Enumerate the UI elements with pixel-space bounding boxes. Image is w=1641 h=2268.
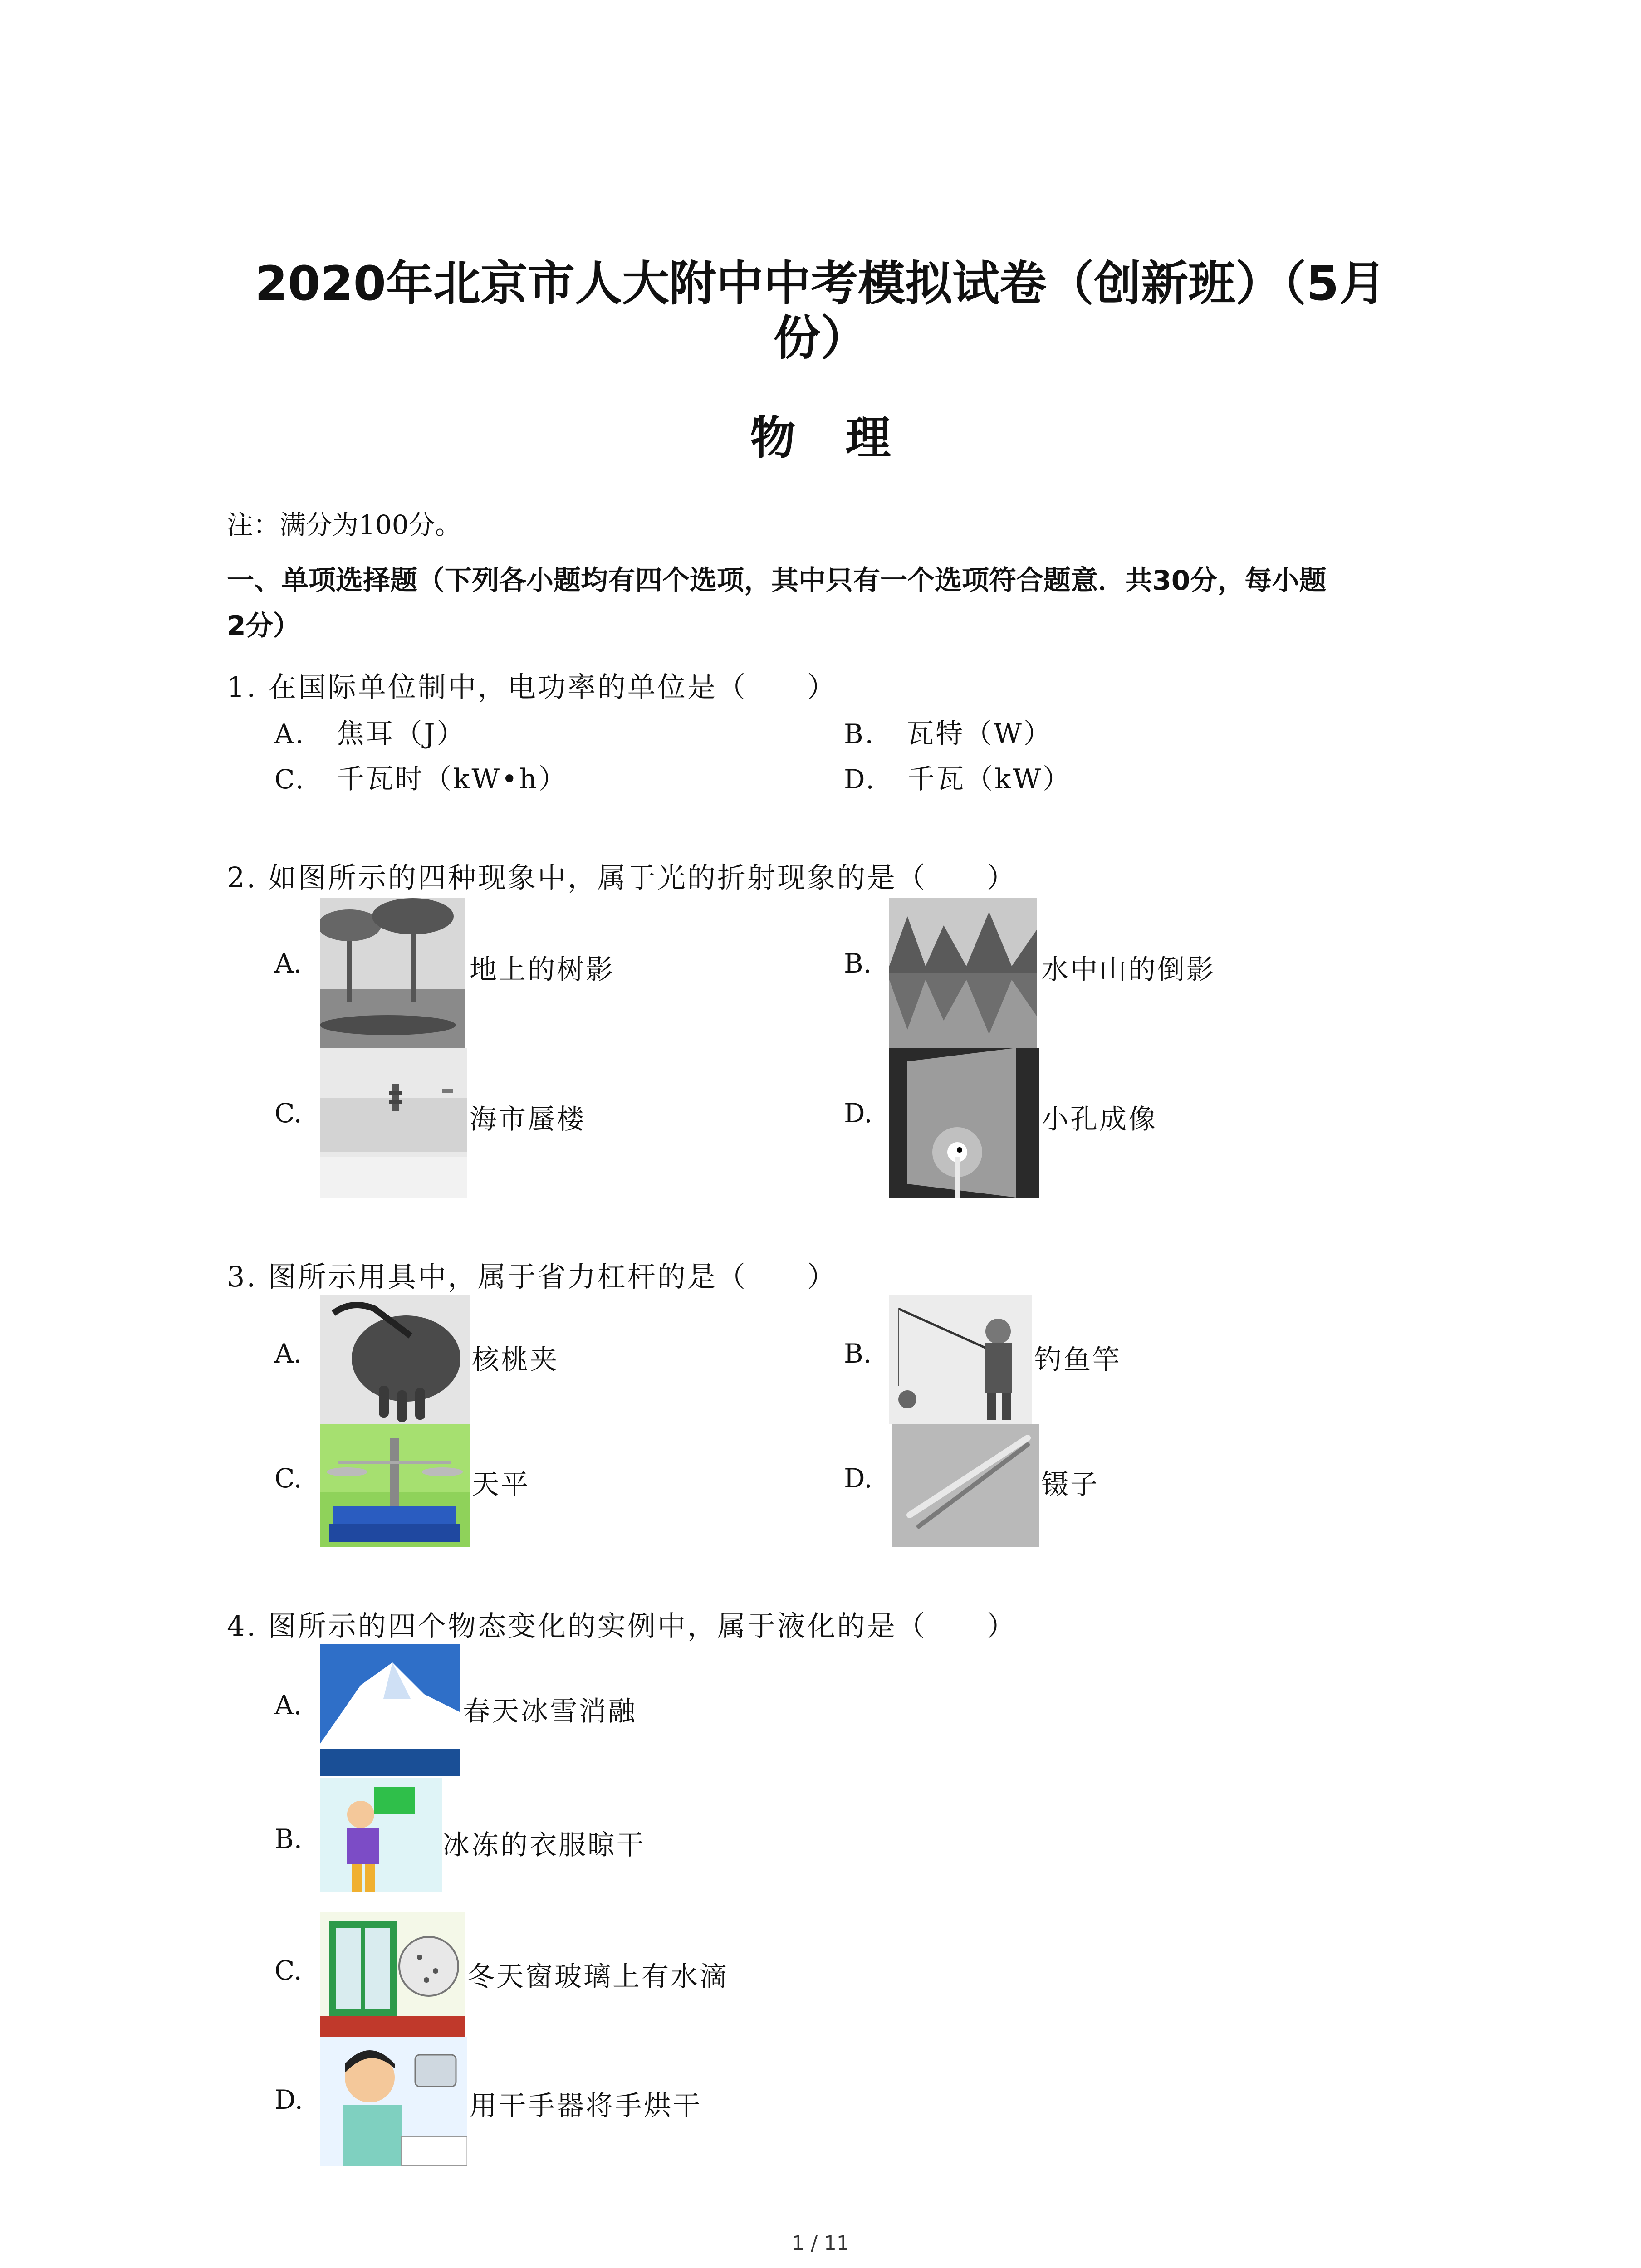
- q3-option-a-text: 核桃夹: [472, 1344, 559, 1376]
- section-heading-line1: 一、单项选择题（下列各小题均有四个选项，其中只有一个选项符合题意．共30分，每小题: [227, 565, 1327, 596]
- q1-option-a-text: 焦耳（J）: [337, 718, 466, 750]
- q4-option-d-letter: D.: [274, 2084, 303, 2115]
- q3-option-d-text: 镊子: [1041, 1469, 1099, 1501]
- q4-option-c-text: 冬天窗玻璃上有水滴: [467, 1961, 729, 1993]
- question-2-stem: 2. 如图所示的四种现象中，属于光的折射现象的是（ ）: [227, 861, 1017, 894]
- question-1-stem: 1. 在国际单位制中，电功率的单位是（ ）: [227, 670, 837, 704]
- mirage-image: [320, 1048, 467, 1198]
- hand-dryer-image: [320, 2037, 467, 2166]
- q4-option-c-letter: C.: [274, 1955, 302, 1986]
- q3-option-d-letter: D.: [844, 1463, 872, 1494]
- q4-option-b-text: 冰冻的衣服晾干: [442, 1829, 646, 1861]
- q3-option-c-text: 天平: [472, 1469, 530, 1501]
- q1-option-b: [844, 712, 1053, 751]
- q3-option-b-letter: B.: [844, 1338, 872, 1369]
- nutcracker-image: [320, 1295, 470, 1424]
- q2-option-d-letter: D.: [844, 1098, 872, 1129]
- subject-heading: 物理: [750, 411, 941, 464]
- fishing-rod-image: [889, 1295, 1032, 1424]
- q1-option-a-letter: A.: [274, 719, 306, 749]
- q1-option-d-letter: D.: [844, 764, 876, 795]
- tweezers-image: [892, 1424, 1039, 1547]
- q2-option-d-text: 小孔成像: [1041, 1104, 1157, 1135]
- q2-option-b-letter: B.: [844, 948, 872, 979]
- mountain-reflection-image: [889, 898, 1037, 1048]
- frozen-clothes-image: [320, 1778, 442, 1910]
- q4-option-a-text: 春天冰雪消融: [463, 1696, 637, 1727]
- q1-option-c-text: 千瓦时（kW•h）: [337, 763, 568, 795]
- q2-option-c-text: 海市蜃楼: [470, 1104, 586, 1135]
- q1-option-c-letter: C.: [274, 764, 306, 795]
- tree-shadow-image: [320, 898, 465, 1048]
- q4-option-b-letter: B.: [274, 1823, 303, 1854]
- pinhole-image: [889, 1048, 1039, 1198]
- q2-option-c-letter: C.: [274, 1098, 302, 1129]
- q1-option-d-text: 千瓦（kW）: [907, 763, 1072, 795]
- section-heading-line2: 2分）: [227, 610, 300, 642]
- question-4-stem: 4. 图所示的四个物态变化的实例中，属于液化的是（ ）: [227, 1609, 1017, 1642]
- score-note: 注：满分为100分。: [227, 509, 461, 540]
- q2-option-a-text: 地上的树影: [470, 954, 615, 986]
- q3-option-c-letter: C.: [274, 1463, 302, 1494]
- q1-option-d: [844, 758, 1072, 797]
- balance-scale-image: [320, 1424, 470, 1547]
- q4-option-a-letter: A.: [274, 1690, 302, 1721]
- q2-option-a-letter: A.: [274, 948, 302, 979]
- q1-option-a: [274, 712, 466, 751]
- q1-option-b-text: 瓦特（W）: [906, 718, 1053, 750]
- q1-option-c: [274, 758, 568, 797]
- page-title-line1: 2020年北京市人大附中中考模拟试卷（创新班）（5月: [255, 256, 1386, 311]
- q4-option-d-text: 用干手器将手烘干: [470, 2090, 702, 2122]
- page-title-line2: 份）: [773, 310, 868, 366]
- question-3-stem: 3. 图所示用具中，属于省力杠杆的是（ ）: [227, 1260, 837, 1293]
- q3-option-a-letter: A.: [274, 1338, 302, 1369]
- q2-option-b-text: 水中山的倒影: [1041, 954, 1215, 986]
- snow-mountain-image: [320, 1644, 460, 1776]
- q3-option-b-text: 钓鱼竿: [1034, 1344, 1122, 1376]
- page-number: 1 / 11: [792, 2232, 849, 2255]
- window-drops-image: [320, 1912, 465, 2037]
- q1-option-b-letter: B.: [844, 719, 876, 749]
